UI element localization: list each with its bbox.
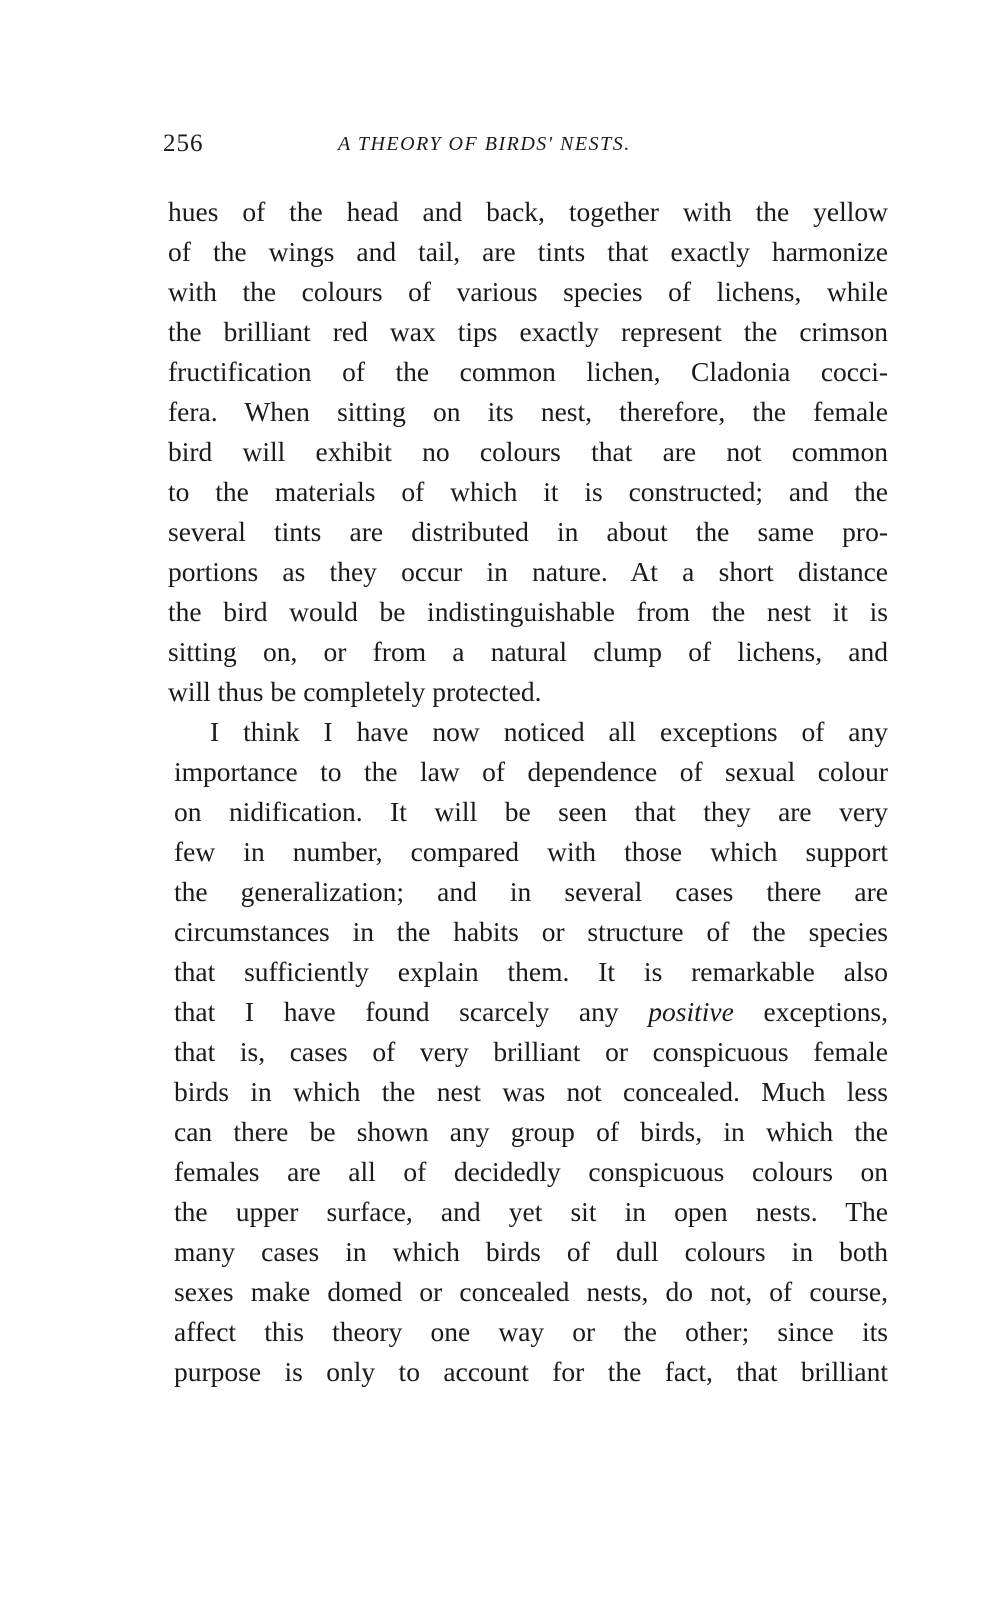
paragraph-1 (168, 192, 888, 712)
paragraph-2 (174, 712, 888, 1392)
text-line: to the materials of which it is constructed; and the (168, 476, 888, 507)
running-head (163, 130, 883, 164)
text-line: portions as they occur in nature. At a short distance (168, 556, 888, 587)
running-title: A THEORY OF BIRDS' NESTS. (338, 133, 631, 155)
text-line: circumstances in the habits or structure of the species (174, 916, 888, 947)
body-text (168, 192, 888, 1392)
text-segment: exceptions, (733, 996, 888, 1027)
text-line: that is, cases of very brilliant or conspicuous female (174, 1036, 888, 1067)
text-line: the upper surface, and yet sit in open nests. The (174, 1196, 888, 1227)
text-line: on nidification. It will be seen that they are very (174, 796, 888, 827)
text-line: bird will exhibit no colours that are not common (168, 436, 888, 467)
text-line: importance to the law of dependence of sexual colour (174, 756, 888, 787)
page-number: 256 (163, 130, 204, 157)
text-line: I think I have now noticed all exceptions of any (210, 716, 888, 747)
text-line-emphasis (174, 992, 888, 1032)
text-line: sitting on, or from a natural clump of lichens, and (168, 636, 888, 667)
text-line: birds in which the nest was not concealed. Much less (174, 1076, 888, 1107)
text-line: can there be shown any group of birds, in which the (174, 1116, 888, 1147)
text-line: several tints are distributed in about the same pro- (168, 516, 888, 547)
text-line: fera. When sitting on its nest, therefore, the female (168, 396, 888, 427)
text-line: purpose is only to account for the fact, that brilliant (174, 1356, 888, 1387)
text-line: sexes make domed or concealed nests, do not, of course, (174, 1276, 888, 1307)
text-line: the brilliant red wax tips exactly represent the crimson (168, 316, 888, 347)
text-line: with the colours of various species of lichens, while (168, 276, 888, 307)
text-line: affect this theory one way or the other; since its (174, 1316, 888, 1347)
text-line: hues of the head and back, together with the yellow (168, 196, 888, 227)
text-line: the bird would be indistinguishable from the nest it is (168, 596, 888, 627)
text-line: few in number, compared with those which support (174, 836, 888, 867)
text-line: that sufficiently explain them. It is remarkable also (174, 956, 888, 987)
text-line: fructification of the common lichen, Cladonia cocci- (168, 356, 888, 387)
text-line: of the wings and tail, are tints that exactly harmonize (168, 236, 888, 267)
emphasized-word: positive (648, 996, 734, 1027)
text-line: females are all of decidedly conspicuous colours on (174, 1156, 888, 1187)
text-line: will thus be completely protected. (168, 676, 542, 707)
text-line: the generalization; and in several cases there are (174, 876, 888, 907)
text-segment: that I have found scarcely any (174, 996, 649, 1027)
text-line: many cases in which birds of dull colours in both (174, 1236, 888, 1267)
